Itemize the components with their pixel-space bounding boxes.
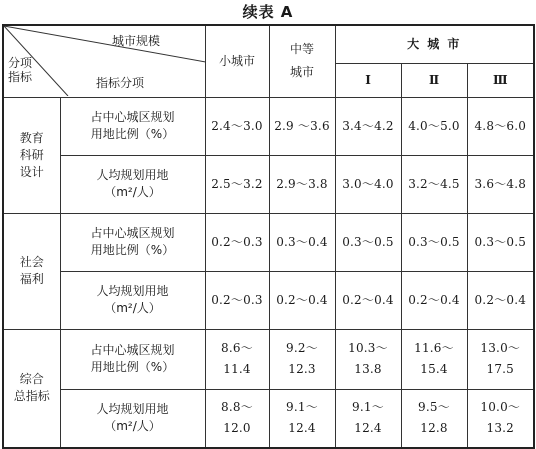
indicator-label-line: 人均规划用地 (96, 402, 169, 417)
value-text: 9.1～ (352, 400, 384, 415)
value-text: 3.6～4.8 (474, 176, 527, 191)
value-text: 4.8～6.0 (474, 118, 527, 133)
value-text: 0.2～0.4 (474, 292, 527, 307)
category-label-line: 社会 (19, 255, 44, 269)
value-text: 0.3～0.4 (276, 234, 328, 249)
value-text: 0.3～0.5 (474, 234, 527, 249)
header-medium-city-line-2: 城市 (289, 65, 314, 80)
value-text: 9.1～ (286, 400, 318, 415)
corner-label-category-2: 指标 (8, 70, 33, 84)
value-cell (467, 213, 534, 271)
value-text: 12.3 (288, 362, 316, 376)
corner-label-category-1: 分项 (8, 56, 33, 70)
header-medium-city (269, 25, 335, 97)
indicator-label-line: 占中心城区规划 (90, 226, 175, 240)
value-text: 8.8～ (221, 400, 253, 415)
value-cell (269, 389, 335, 448)
value-cell (269, 97, 335, 155)
value-text: 2.4～3.0 (211, 118, 263, 133)
indicator-cell (60, 97, 205, 155)
indicator-cell (60, 389, 205, 448)
value-cell (269, 155, 335, 213)
indicator-label-line: （m²/人） (104, 301, 161, 315)
value-text: 8.6～ (221, 341, 253, 355)
value-cell (467, 97, 534, 155)
value-text: 4.0～5.0 (408, 118, 460, 133)
indicator-cell (60, 155, 205, 213)
value-text: 12.8 (420, 421, 448, 436)
category-label-line: 设计 (19, 164, 44, 179)
value-cell (335, 389, 401, 448)
value-cell (335, 271, 401, 329)
value-cell (269, 329, 335, 389)
header-large-city: 大 城 市 (335, 25, 534, 63)
indicator-label-line: 占中心城区规划 (90, 110, 175, 124)
table-row (3, 389, 534, 448)
value-text: 0.2～0.4 (342, 292, 394, 307)
table-row (3, 97, 534, 155)
value-cell (401, 271, 467, 329)
value-cell (467, 155, 534, 213)
value-text: 13.0～ (480, 341, 521, 355)
header-large-city-iii: Ⅲ (467, 63, 534, 97)
indicator-label-line: 人均规划用地 (96, 284, 169, 298)
indicator-label-line: 用地比例（%） (90, 360, 175, 374)
indicator-cell (60, 271, 205, 329)
value-cell (205, 329, 269, 389)
value-cell (269, 213, 335, 271)
value-cell (401, 97, 467, 155)
corner-label-indicator: 指标分项 (96, 76, 145, 90)
value-cell (335, 97, 401, 155)
value-cell (335, 213, 401, 271)
indicator-label-line: （m²/人） (104, 185, 161, 199)
header-large-city-ii: Ⅱ (401, 63, 467, 97)
value-cell (335, 155, 401, 213)
header-row-1 (3, 25, 534, 63)
indicator-label-line: 人均规划用地 (96, 168, 169, 182)
value-cell (335, 329, 401, 389)
header-large-city-i: Ⅰ (335, 63, 401, 97)
table-title: 续表 A (242, 3, 294, 21)
value-text: 0.2～0.4 (408, 292, 460, 307)
table-row (3, 329, 534, 389)
value-text: 2.9 ～3.6 (274, 118, 330, 133)
value-cell (467, 389, 534, 448)
value-cell (467, 271, 534, 329)
value-cell (401, 329, 467, 389)
value-cell (205, 213, 269, 271)
table-row (3, 155, 534, 213)
value-cell (205, 97, 269, 155)
value-text: 0.3～0.5 (408, 234, 460, 249)
value-cell (401, 213, 467, 271)
value-text: 10.0～ (480, 400, 521, 415)
value-cell (467, 329, 534, 389)
category-label-line: 教育 (19, 130, 44, 145)
value-text: 17.5 (486, 362, 515, 376)
value-text: 9.2～ (286, 341, 318, 355)
value-text: 0.3～0.5 (342, 234, 394, 249)
indicator-cell (60, 213, 205, 271)
value-text: 0.2～0.3 (211, 234, 263, 249)
value-text: 3.4～4.2 (342, 118, 394, 133)
value-cell (401, 389, 467, 448)
value-text: 0.2～0.3 (211, 292, 263, 307)
value-text: 3.2～4.5 (408, 176, 460, 191)
value-text: 2.9～3.8 (276, 176, 328, 191)
category-cell (3, 329, 60, 448)
value-cell (269, 271, 335, 329)
indicator-cell (60, 329, 205, 389)
header-corner-cell (3, 25, 205, 97)
indicator-label-line: （m²/人） (104, 419, 161, 434)
category-cell (3, 213, 60, 329)
value-text: 11.4 (223, 362, 251, 376)
value-text: 0.2～0.4 (276, 292, 328, 307)
corner-label-city-scale: 城市规模 (112, 34, 161, 48)
value-text: 3.0～4.0 (342, 176, 394, 191)
value-text: 2.5～3.2 (211, 176, 263, 191)
value-text: 13.8 (354, 362, 382, 376)
category-label-line: 总指标 (13, 389, 50, 404)
value-cell (205, 271, 269, 329)
value-text: 13.2 (486, 421, 515, 436)
category-label-line: 综合 (19, 372, 44, 387)
indicator-label-line: 用地比例（%） (90, 127, 175, 141)
table-row (3, 271, 534, 329)
value-text: 10.3～ (348, 341, 388, 355)
value-text: 15.4 (420, 362, 448, 376)
category-label-line: 科研 (19, 147, 44, 162)
value-text: 9.5～ (418, 400, 450, 415)
value-text: 12.0 (223, 421, 251, 436)
category-label-line: 福利 (19, 272, 44, 286)
value-cell (401, 155, 467, 213)
value-text: 12.4 (288, 421, 316, 436)
value-text: 12.4 (354, 421, 382, 436)
header-small-city: 小城市 (205, 25, 269, 97)
value-text: 11.6～ (414, 341, 454, 355)
indicator-label-line: 用地比例（%） (90, 243, 175, 257)
land-use-index-table (2, 24, 535, 449)
table-row (3, 213, 534, 271)
category-cell (3, 97, 60, 213)
indicator-label-line: 占中心城区规划 (90, 343, 175, 357)
header-medium-city-line-1: 中等 (289, 42, 314, 57)
value-cell (205, 389, 269, 448)
value-cell (205, 155, 269, 213)
